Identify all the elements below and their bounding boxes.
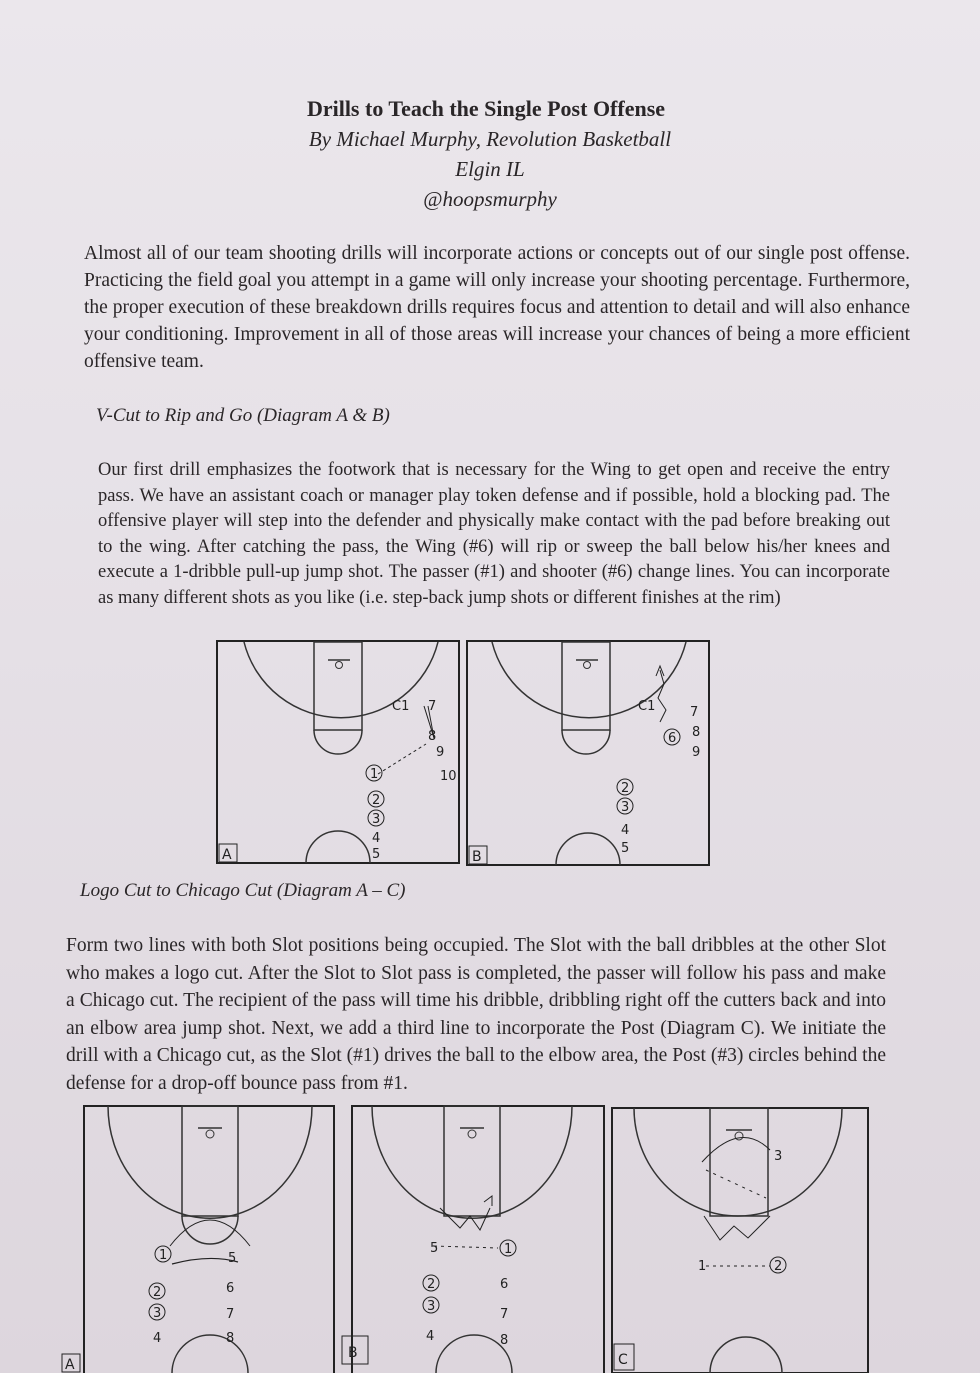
wing-line [668, 705, 700, 760]
center-circle [556, 833, 620, 865]
right-line [226, 1251, 236, 1346]
player-line [366, 765, 384, 862]
diagram-label: A [65, 1357, 75, 1373]
drill2-heading: Logo Cut to Chicago Cut (Diagram A – C) [80, 880, 406, 901]
center-circle [710, 1337, 782, 1373]
diagram-label: C [618, 1352, 628, 1368]
player-number: 3 [774, 1149, 783, 1164]
diagram-label: B [472, 849, 482, 865]
wing-number: 10 [440, 769, 457, 784]
court-border [612, 1108, 868, 1373]
dribble-path [704, 1216, 770, 1240]
location-line: Elgin IL [455, 157, 525, 181]
drill2-diagram-a [60, 1104, 336, 1373]
wing-number: 7 [690, 705, 699, 720]
player-line [617, 779, 633, 856]
intro-paragraph: Almost all of our team shooting drills will incorporate actions or concepts out of our single post offense. Practicing the field goal you attempt in a game will only increase your shooting percentage. Furthermore, the proper execution of these breakdown drills requires focus and attention to detail and will also enhance your conditioning. Improvement in all of those areas will increase your chances of being a more efficient offensive team. [84, 243, 910, 372]
rim [584, 662, 591, 669]
player-number: 2 [427, 1277, 436, 1292]
pass-line [434, 1246, 498, 1248]
player-number: 4 [153, 1331, 162, 1346]
player-number: 4 [621, 823, 630, 838]
three-point-arc [634, 1108, 842, 1216]
player-number: 1 [159, 1248, 168, 1263]
drill2-paragraph: Form two lines with both Slot positions being occupied. The Slot with the ball dribbles at the other Slot who makes a logo cut. After the Slot to Slot pass is completed, the passer will follow his pass and make a Chicago cut. The recipient of the pass will time his dribble, dribbling right off the cutters back and into an elbow area jump shot. Next, we add a third line to incorporate the Post (Diagram C). We initiate the drill with a Chicago cut, as the Slot (#1) drives the ball to the elbow area, the Post (#3) circles behind the defense for a drop-off bounce pass from #1. [66, 935, 886, 1094]
title-block [0, 94, 980, 214]
dribble-path [658, 670, 666, 722]
rim [336, 662, 343, 669]
free-throw-circle [314, 730, 362, 754]
left-line [149, 1246, 171, 1346]
author-line: By Michael Murphy, Revolution Basketball [308, 127, 672, 151]
player-number: 3 [621, 800, 630, 815]
player-number: 2 [153, 1285, 162, 1300]
player-number: 5 [621, 841, 630, 856]
player-number: 8 [500, 1333, 509, 1348]
player-number: 5 [430, 1241, 439, 1256]
three-point-arc [108, 1106, 312, 1218]
coach-marker: C1 [392, 699, 410, 714]
right-line [430, 1240, 516, 1348]
lane [710, 1108, 768, 1216]
player-number: 2 [621, 781, 630, 796]
dribble-path [440, 1208, 490, 1230]
drill2-diagram-c [610, 1106, 870, 1373]
arrow-head [484, 1196, 492, 1206]
drill1-diagram-b [466, 640, 710, 866]
post-circle-path [702, 1138, 770, 1163]
center-circle [172, 1335, 248, 1373]
drill1-heading: V-Cut to Rip and Go (Diagram A & B) [96, 405, 390, 426]
player-number: 1 [370, 767, 379, 782]
wing-number: 7 [428, 699, 437, 714]
center-circle [306, 831, 370, 863]
wing-number: 6 [668, 731, 677, 746]
player-number: 1 [504, 1242, 513, 1257]
player-number: 3 [427, 1299, 436, 1314]
player-number: 4 [372, 831, 381, 846]
diagram-label: A [222, 847, 232, 863]
player-number: 2 [774, 1259, 783, 1274]
player-number: 3 [153, 1306, 162, 1321]
free-throw-circle [562, 730, 610, 754]
rim [206, 1130, 214, 1138]
court-border [217, 641, 459, 863]
document-title: Drills to Teach the Single Post Offense [306, 96, 666, 121]
drill1-paragraph: Our first drill emphasizes the footwork that is necessary for the Wing to get open and receive the entry pass. We have an assistant coach or manager play token defense and if possible, hold a blocking pad. The offensive player will step into the defender and physically make contact with the pad before breaking out to the wing. After catching the pass, the Wing (#6) will rip or sweep the ball below his/her knees and execute a 1-dribble pull-up jump shot. The passer (#1) and shooter (#6) change lines. You can incorporate as many different shots as you like (i.e. step-back jump shots or different finishes at the rim) [98, 460, 890, 608]
three-point-arc [492, 642, 686, 718]
drill2-diagram-b [340, 1104, 606, 1373]
player-number: 5 [228, 1251, 237, 1266]
wing-number: 9 [692, 745, 701, 760]
diagram-label: B [348, 1345, 358, 1361]
wing-line [428, 699, 457, 784]
lane [182, 1106, 238, 1216]
drill1-diagram-a [216, 640, 460, 864]
player-number: 6 [226, 1281, 235, 1296]
logo-cut-path [170, 1220, 250, 1246]
player-number: 3 [372, 812, 381, 827]
wing-number: 8 [692, 725, 701, 740]
player-number: 7 [500, 1307, 509, 1322]
bounce-pass-line [706, 1170, 766, 1198]
player-number: 4 [426, 1329, 435, 1344]
court-border [84, 1106, 334, 1373]
left-line [423, 1275, 439, 1344]
coach-marker: C1 [638, 699, 656, 714]
pass-line [378, 744, 426, 774]
wing-number: 8 [428, 729, 437, 744]
three-point-arc [372, 1106, 572, 1218]
player-number: 5 [372, 847, 381, 862]
player-number: 8 [226, 1331, 235, 1346]
handle-line: @hoopsmurphy [423, 187, 557, 211]
player-number: 7 [226, 1307, 235, 1322]
player-number: 6 [500, 1277, 509, 1292]
player-number: 2 [372, 793, 381, 808]
court-border [467, 641, 709, 865]
rim [468, 1130, 476, 1138]
wing-number: 9 [436, 745, 445, 760]
player-number: 1 [698, 1259, 707, 1274]
